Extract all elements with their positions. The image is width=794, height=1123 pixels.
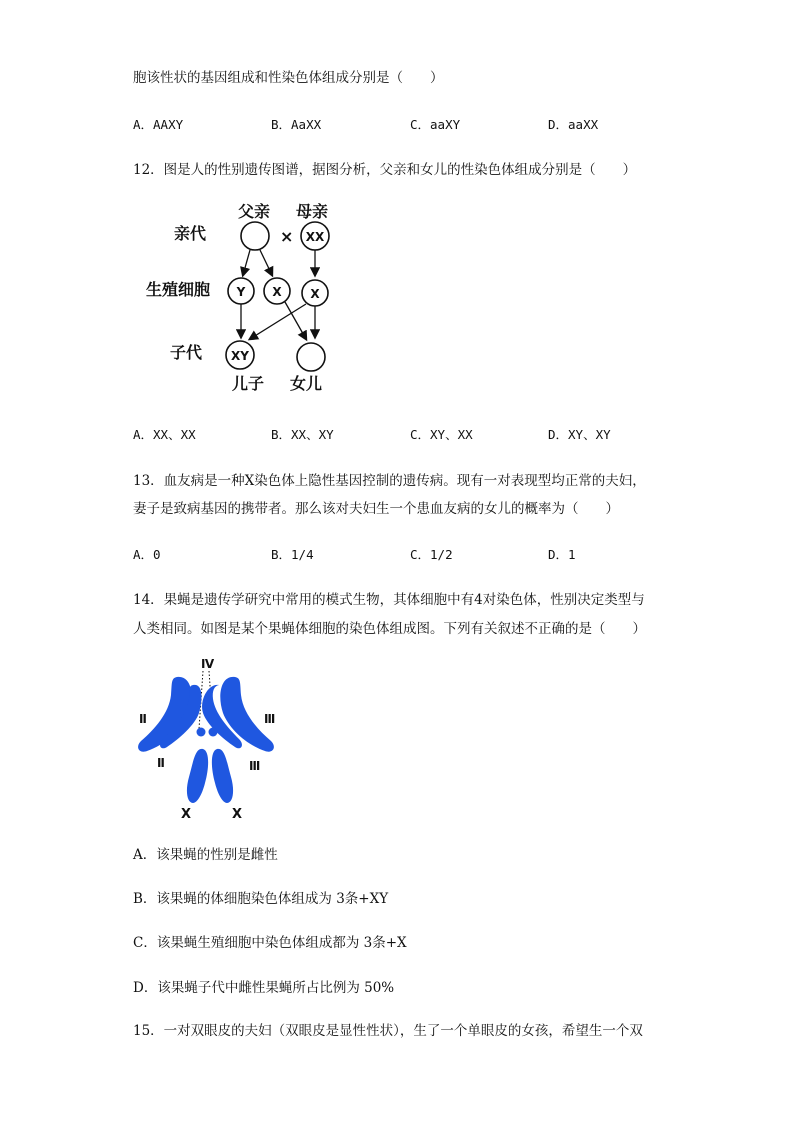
label-iii-bottom: Ⅲ: [249, 759, 261, 773]
son-chromosomes: XY: [231, 349, 249, 363]
label-iii-top: Ⅲ: [264, 712, 276, 726]
q13-option-a[interactable]: A．0: [133, 547, 161, 562]
chromosome-x-left: [187, 749, 208, 803]
q14-option-a[interactable]: A．该果蝇的性别是雌性: [133, 847, 278, 863]
sex-inheritance-diagram: [140, 196, 360, 396]
cross-symbol: ×: [280, 227, 294, 246]
gamete-x1: X: [272, 285, 282, 299]
q14-option-d[interactable]: D．该果蝇子代中雌性果蝇所占比例为 50%: [133, 980, 395, 996]
q11-option-c[interactable]: C．aaXY: [410, 117, 461, 132]
gamete-x2: X: [310, 287, 320, 301]
q15-stem-line1: 15．一对双眼皮的夫妇（双眼皮是显性性状），生了一个单眼皮的女孩，希望生一个双: [133, 1023, 643, 1039]
label-iv: Ⅳ: [201, 657, 215, 671]
q14-option-b[interactable]: B．该果蝇的体细胞染色体组成为 3条+XY: [133, 891, 389, 907]
q13-option-d[interactable]: D．1: [548, 547, 576, 562]
q14-stem-line2: 人类相同。如图是某个果蝇体细胞的染色体组成图。下列有关叙述不正确的是（ ）: [133, 621, 646, 637]
chromosome-iv-right: [209, 728, 218, 737]
mother-label: 母亲: [296, 202, 329, 221]
son-label: 儿子: [232, 374, 265, 393]
q12-option-d[interactable]: D．XY、XY: [548, 427, 611, 442]
q13-option-b[interactable]: B．1/4: [271, 547, 314, 562]
row-label-parent: 亲代: [174, 224, 207, 243]
q13-stem-line1: 13．血友病是一种X染色体上隐性基因控制的遗传病。现有一对表现型均正常的夫妇，: [133, 473, 646, 489]
father-label: 父亲: [238, 202, 271, 221]
daughter-circle: [297, 343, 325, 371]
label-x-right: X: [232, 807, 243, 822]
father-circle: [241, 222, 269, 250]
q11-stem-tail: 胞该性状的基因组成和性染色体组成分别是（ ）: [133, 70, 444, 86]
q12-option-b[interactable]: B．XX、XY: [271, 427, 334, 442]
q13-stem-line2: 妻子是致病基因的携带者。那么该对夫妇生一个患血友病的女儿的概率为（ ）: [133, 501, 619, 517]
q12-option-c[interactable]: C．XY、XX: [410, 427, 473, 442]
q11-option-a[interactable]: A．AAXY: [133, 117, 184, 132]
chromosome-iv-left: [197, 728, 206, 737]
row-label-child: 子代: [170, 343, 203, 362]
gamete-y: Y: [236, 285, 246, 299]
label-ii-bottom: Ⅱ: [157, 756, 165, 770]
chromosome-x-right: [212, 749, 233, 803]
fruit-fly-chromosome-figure: [133, 655, 283, 825]
label-ii-top: Ⅱ: [139, 712, 147, 726]
row-label-gamete: 生殖细胞: [146, 280, 211, 299]
mother-chromosomes: XX: [305, 230, 325, 244]
q11-option-b[interactable]: B．AaXX: [271, 117, 322, 132]
q13-option-c[interactable]: C．1/2: [410, 547, 453, 562]
q11-option-d[interactable]: D．aaXX: [548, 117, 599, 132]
daughter-label: 女儿: [290, 374, 323, 393]
q14-stem-line1: 14．果蝇是遗传学研究中常用的模式生物，其体细胞中有4对染色体，性别决定类型与: [133, 592, 645, 608]
label-x-left: X: [181, 807, 192, 822]
q12-option-a[interactable]: A．XX、XX: [133, 427, 196, 442]
q12-stem: 12．图是人的性别遗传图谱，据图分析，父亲和女儿的性染色体组成分别是（ ）: [133, 162, 637, 178]
q14-option-c[interactable]: C．该果蝇生殖细胞中染色体组成都为 3条+X: [133, 935, 407, 951]
